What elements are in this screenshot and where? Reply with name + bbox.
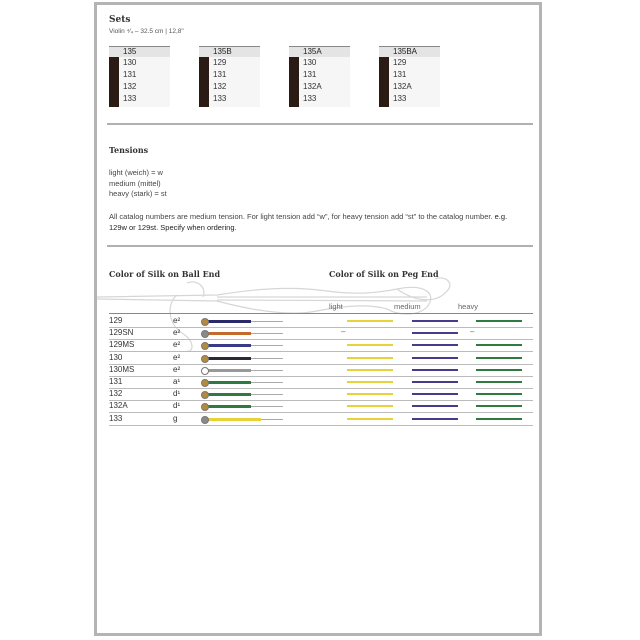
- peg-silk-heavy-swatch: [476, 320, 522, 322]
- string-note: g: [173, 413, 178, 423]
- set-string: 132A: [303, 82, 322, 91]
- set-name: 135: [109, 46, 170, 57]
- string-note: a¹: [173, 377, 181, 386]
- silk-row: [109, 352, 533, 365]
- string-note: e²: [173, 352, 181, 362]
- silk-row: [109, 413, 533, 426]
- peg-silk-light-swatch: [347, 369, 393, 371]
- set-string: 133: [123, 94, 137, 103]
- tension-medium: medium (mittel): [109, 178, 161, 188]
- peg-silk-heavy-swatch: [476, 344, 522, 346]
- set-135ba: [379, 46, 440, 107]
- string-note: e²: [173, 328, 181, 338]
- set-135a: [289, 46, 350, 107]
- set-color-bar: [379, 57, 389, 107]
- silk-row: [109, 376, 533, 389]
- set-name: 135BA: [379, 46, 440, 57]
- silk-row: [109, 388, 533, 401]
- peg-silk-medium-swatch: [412, 418, 458, 420]
- ball-end-icon: [201, 403, 209, 411]
- ball-silk-swatch: [207, 320, 251, 323]
- ball-end-icon: [201, 367, 209, 375]
- ball-silk-swatch: [207, 344, 251, 347]
- set-color-bar: [289, 57, 299, 107]
- tension-light: light (weich) = w: [109, 168, 163, 177]
- peg-end-heading: Color of Silk on Peg End: [329, 269, 439, 279]
- ball-silk-swatch: [207, 357, 251, 360]
- peg-silk-heavy-swatch: [476, 418, 522, 420]
- ball-silk-swatch: [207, 369, 251, 372]
- ball-end-icon: [201, 379, 209, 387]
- set-135: [109, 46, 170, 107]
- silk-row: [109, 339, 533, 352]
- peg-silk-light-swatch: [347, 405, 393, 407]
- set-string: 132A: [393, 82, 412, 91]
- ball-silk-swatch: [207, 332, 251, 335]
- peg-silk-light-swatch: [347, 357, 393, 359]
- column-medium: medium: [394, 302, 421, 311]
- set-string: 133: [303, 94, 317, 103]
- catalog-number: 129: [109, 316, 123, 325]
- catalog-number: 132A: [109, 401, 128, 411]
- peg-silk-heavy-swatch: [476, 357, 522, 359]
- sets-subtitle: Violin ⁴⁄₄ – 32.5 cm | 12,8": [109, 28, 184, 35]
- set-string: 131: [303, 70, 317, 79]
- string-note: e²: [173, 340, 181, 350]
- silk-row: [109, 327, 533, 340]
- tensions-note-text: All catalog numbers are medium tension. For light tension add “w”, for heavy tension add “st” to the catalog number.: [109, 212, 493, 221]
- set-string: 132: [123, 82, 137, 91]
- peg-silk-heavy-swatch: [476, 369, 522, 371]
- set-name: 135B: [199, 46, 260, 57]
- set-string: 131: [123, 70, 137, 79]
- peg-silk-heavy-swatch: [476, 393, 522, 395]
- catalog-number: 129MS: [109, 340, 135, 350]
- peg-silk-light-swatch: [347, 344, 393, 346]
- peg-silk-medium-swatch: [412, 357, 458, 359]
- column-heavy: heavy: [458, 302, 479, 311]
- peg-silk-light-swatch: [347, 393, 393, 395]
- catalog-number: 129SN: [109, 328, 134, 338]
- peg-silk-medium-swatch: [412, 320, 458, 322]
- tensions-heading: Tensions: [109, 145, 149, 155]
- catalog-number: 132: [109, 389, 123, 399]
- ball-end-icon: [201, 416, 209, 424]
- peg-silk-heavy-swatch: [476, 381, 522, 383]
- peg-silk-medium-swatch: [412, 344, 458, 346]
- set-name: 135A: [289, 46, 350, 57]
- catalog-page: [94, 2, 542, 636]
- peg-silk-heavy-swatch: [476, 405, 522, 407]
- tensions-note: [109, 212, 519, 233]
- catalog-number: 130MS: [109, 364, 135, 374]
- set-string: 131: [393, 70, 407, 79]
- catalog-number: 133: [109, 413, 123, 423]
- catalog-number: 130: [109, 352, 123, 362]
- peg-silk-light-swatch: [347, 418, 393, 420]
- string-note: e²: [173, 316, 181, 325]
- set-string: 133: [393, 94, 407, 103]
- tensions-note-example: e.g. 129w or 129st. Specify when ordering.: [109, 212, 508, 232]
- section-divider: [107, 123, 533, 125]
- ball-end-icon: [201, 355, 209, 363]
- set-color-bar: [199, 57, 209, 107]
- peg-silk-none: –: [470, 327, 475, 337]
- silk-row: [109, 364, 533, 377]
- ball-silk-swatch: [207, 381, 251, 384]
- ball-silk-swatch: [207, 405, 251, 408]
- peg-silk-medium-swatch: [412, 393, 458, 395]
- silk-row: [109, 400, 533, 413]
- string-note: e²: [173, 364, 181, 374]
- ball-end-icon: [201, 318, 209, 326]
- peg-silk-light-swatch: [347, 381, 393, 383]
- set-color-bar: [109, 57, 119, 107]
- set-string: 130: [123, 58, 137, 67]
- ball-silk-swatch: [207, 418, 261, 421]
- ball-end-icon: [201, 391, 209, 399]
- set-135b: [199, 46, 260, 107]
- set-string: 133: [213, 94, 227, 103]
- set-string: 130: [303, 58, 317, 67]
- ball-end-heading: Color of Silk on Ball End: [109, 269, 221, 279]
- string-note: d¹: [173, 401, 181, 411]
- peg-silk-medium-swatch: [412, 381, 458, 383]
- set-string: 131: [213, 70, 227, 79]
- set-string: 129: [393, 58, 407, 67]
- peg-silk-light-swatch: [347, 320, 393, 322]
- set-string: 129: [213, 58, 227, 67]
- ball-end-icon: [201, 342, 209, 350]
- peg-silk-none: –: [341, 327, 346, 337]
- ball-end-icon: [201, 330, 209, 338]
- peg-silk-medium-swatch: [412, 405, 458, 407]
- sets-heading: Sets: [109, 15, 131, 25]
- silk-row: [109, 315, 533, 328]
- ball-silk-swatch: [207, 393, 251, 396]
- column-light: light: [329, 302, 343, 311]
- catalog-number: 131: [109, 377, 123, 386]
- peg-silk-medium-swatch: [412, 332, 458, 334]
- string-note: d¹: [173, 389, 181, 399]
- tensions-list: [109, 168, 167, 200]
- peg-silk-medium-swatch: [412, 369, 458, 371]
- table-top-rule: [109, 313, 533, 314]
- tension-heavy: heavy (stark) = st: [109, 189, 167, 198]
- set-string: 132: [213, 82, 227, 91]
- section-divider: [107, 245, 533, 247]
